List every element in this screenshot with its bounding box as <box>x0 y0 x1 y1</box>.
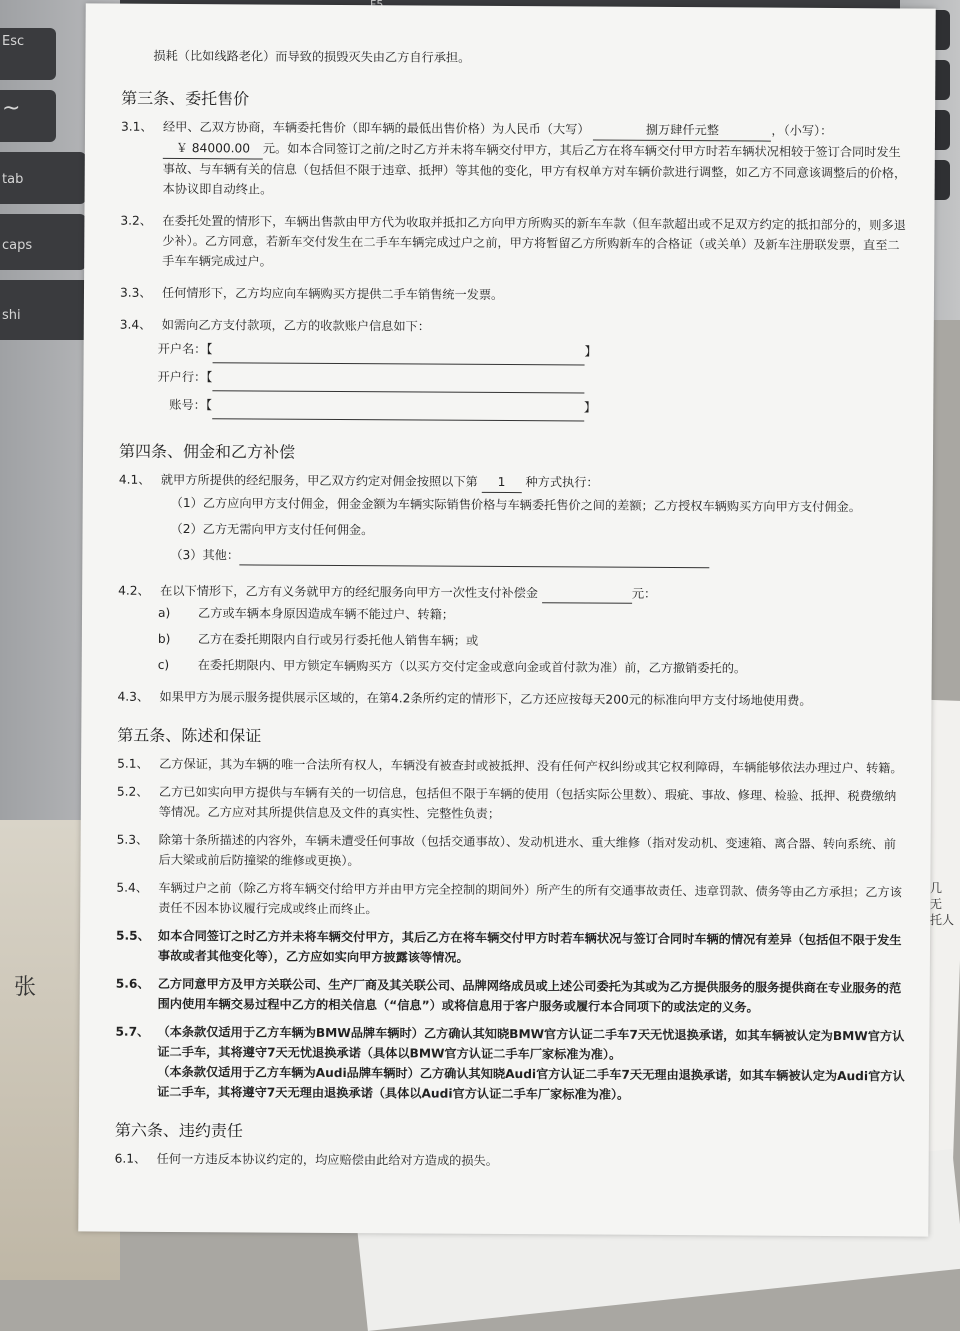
account-name-label: 开户名：【 <box>157 341 213 357</box>
condition-text: 在委托期限内、甲方锁定车辆购买方（以买方交付定金或意向金或首付款为准）前，乙方撤销委托的。 <box>197 658 747 676</box>
clause-number: 5.4、 <box>116 880 148 895</box>
option-3-field <box>239 550 709 568</box>
clause-number: 5.2、 <box>116 784 149 799</box>
account-number-label: 账号：【 <box>169 397 213 413</box>
condition-label: b) <box>157 631 171 646</box>
section-4-title: 第四条、佣金和乙方补偿 <box>118 441 296 462</box>
clause-text: 种方式执行： <box>525 475 599 490</box>
condition-label: a) <box>157 605 171 620</box>
handwriting-right: 几 无 托人 <box>929 881 954 927</box>
clause-number: 6.1、 <box>114 1151 147 1166</box>
clause-5-1 <box>117 754 907 779</box>
clause-5-3 <box>116 830 906 875</box>
section-5-title: 第五条、陈述和保证 <box>117 725 262 746</box>
condition-text: 乙方在委托期限内自行或另行委托他人销售车辆；或 <box>197 632 479 648</box>
clause-5-7 <box>115 1022 905 1107</box>
commission-choice: 1 <box>482 472 522 493</box>
key-esc <box>0 28 56 80</box>
clause-3-1 <box>121 117 911 204</box>
clause-number: 5.6、 <box>115 976 150 991</box>
bracket: 】 <box>583 400 597 415</box>
price-uppercase: 捌万肆仟元整 <box>593 120 771 142</box>
clause-text: 乙方保证，其为车辆的唯一合法所有权人，车辆没有被查封或被抵押、没有任何产权纠纷或其它权利障碍，车辆能够依法办理过户、转籍。 <box>159 756 903 776</box>
condition-c <box>118 655 908 680</box>
condition-text: 乙方或车辆本身原因造成车辆不能过户、转籍； <box>197 606 455 622</box>
clause-5-5 <box>116 926 906 971</box>
account-info <box>119 335 909 424</box>
clause-text: 车辆过户之前（除乙方将车辆交付给甲方并由甲方完全控制的期间外）所产生的所有交通事故责任、违章罚款、债务等由乙方承担；乙方该责任不因本协议履行完成或终止而终止。 <box>158 880 902 917</box>
clause-text: 元： <box>631 586 657 601</box>
option-1: （1）乙方应向甲方支付佣金，佣金金额为车辆实际销售价格与车辆委托售价之间的差额；乙方授权车辆购买方向甲方支付佣金。 <box>170 495 862 515</box>
clause-number: 4.2、 <box>118 583 150 598</box>
clause-text: 乙方同意甲方及甲方关联公司、生产厂商及其关联公司、品牌网络成员或上述公司委托为其或为乙方提供服务的服务提供商在专业服务的范围内使用车辆交易过程中乙方的相关信息（“信息”）或将信息用于客户服务或履行本合同项下的或法定的义务。 <box>157 976 902 1015</box>
key-caps <box>0 214 86 270</box>
key-esc-label: Esc <box>2 34 25 49</box>
clause-text: 经甲、乙双方协商，车辆委托售价（即车辆的最低出售价格）为人民币（大写） <box>162 119 590 137</box>
key-tilde-label: ~ <box>2 96 21 121</box>
clause-4-3 <box>117 687 907 712</box>
contract-page <box>78 3 935 1236</box>
clause-number: 3.3、 <box>119 285 152 300</box>
option-2: （2）乙方无需向甲方支付任何佣金。 <box>170 521 374 538</box>
contract-content <box>115 46 912 1174</box>
clause-number: 4.1、 <box>118 472 151 487</box>
clause-4-2 <box>118 581 908 606</box>
clause-text: 任何一方违反本协议约定的，均应赔偿由此给对方造成的损失。 <box>156 1151 498 1168</box>
clause-number: 3.1、 <box>120 119 153 134</box>
account-number-field <box>212 404 584 421</box>
carryover-line: 损耗（比如线路老化）而导致的损毁灭失由乙方自行承担。 <box>153 48 471 65</box>
clause-3-3 <box>120 283 910 308</box>
clause-text: 乙方已如实向甲方提供与车辆有关的一切信息，包括但不限于车辆的使用（包括实际公里数）、瑕疵、事故、修理、检验、抵押、税费缴纳等情况。乙方应对其所提供信息及文件的真实性、完整性负责； <box>158 784 897 821</box>
clause-text: 除第十条所描述的内容外，车辆未遭受任何事故（包括交通事故）、发动机进水、重大维修（指对发动机、变速箱、离合器、转向系统、前后大梁或前后防撞梁的维修或更换）。 <box>158 832 897 869</box>
clause-text: 元。如本合同签订之前/之时乙方并未将车辆交付甲方，其后乙方在将车辆交付甲方时若车辆状况相较于签订合同时发生事故、与车辆有关的信息（包括但不限于违章、抵押）等其他的变化，甲方有权单方对车辆价款进行调整，如乙方不同意该调整后的价格，本协议即自动终止。 <box>162 141 907 197</box>
key-caps-label: caps <box>2 238 33 253</box>
clause-text: 在以下情形下，乙方有义务就甲方的经纪服务向甲方一次性支付补偿金 <box>160 583 539 601</box>
clause-text: 如果甲方为展示服务提供展示区域的，在第4.2条所约定的情形下，乙方还应按每天200元的标准向甲方支付场地使用费。 <box>159 689 812 708</box>
clause-text: 如需向乙方支付款项，乙方的收款账户信息如下： <box>161 317 430 334</box>
clause-number: 5.5、 <box>116 928 150 943</box>
clause-5-6 <box>116 974 906 1019</box>
key-tab-label: tab <box>2 172 24 187</box>
key-shift-label: shi <box>2 308 21 323</box>
clause-text: 任何情形下，乙方均应向车辆购买方提供二手车销售统一发票。 <box>161 285 504 302</box>
condition-a <box>118 603 908 628</box>
compensation-field <box>542 588 632 604</box>
clause-6-1 <box>115 1149 905 1174</box>
clause-text: 如本合同签订之时乙方并未将车辆交付甲方，其后乙方在将车辆交付甲方时若车辆状况与签订合同时车辆的情况有差异（包括但不限于发生事故或者其他变化等），乙方应如实向甲方披露该等情况。 <box>157 928 902 965</box>
clause-number: 5.1、 <box>117 756 149 771</box>
clause-number: 4.3、 <box>117 689 150 704</box>
account-number-row <box>157 391 909 424</box>
key-tab <box>0 152 86 204</box>
clause-number: 5.3、 <box>116 832 149 847</box>
option-3-label: （3）其他： <box>170 547 240 563</box>
condition-b <box>118 629 908 654</box>
clause-text: ，（小写）： <box>771 123 833 138</box>
clause-3-2 <box>120 211 910 276</box>
clause-text-audi: （本条款仅适用于乙方车辆为Audi品牌车辆时）乙方确认其知晓Audi官方认证二手车7天无理由退换承诺，如其车辆被认定为Audi官方认证二手车，其将遵守7天无理由退换承诺（具体以Audi官方认证二手车厂家标准为准）。 <box>157 1064 905 1102</box>
clause-text-bmw: （本条款仅适用于乙方车辆为BMW品牌车辆时）乙方确认其知晓BMW官方认证二手车7天无忧退换承诺，如其车辆被认定为BMW官方认证二手车，其将遵守7天无忧退换承诺（具体以BMW官方认证二手车厂家标准为准）。 <box>157 1024 905 1062</box>
section-6-title: 第六条、违约责任 <box>114 1120 243 1141</box>
handwriting-left: 张 <box>14 975 37 1000</box>
account-bank-label: 开户行：【 <box>157 369 213 385</box>
clause-number: 3.4、 <box>119 317 152 332</box>
section-3-title: 第三条、委托售价 <box>121 88 250 109</box>
clause-text: 在委托处置的情形下，车辆出售款由甲方代为收取并抵扣乙方向甲方所购买的新车车款（但车款超出或不足双方约定的抵扣部分的，则多退少补）。乙方同意，若新车交付发生在二手车车辆完成过户之前，甲方将暂留乙方所购新车的合格证（或关单）及新车注册联发票，直至二手车车辆完成过户。 <box>162 213 906 269</box>
key-tilde <box>0 90 56 142</box>
clause-5-4 <box>116 878 906 923</box>
bracket: 】 <box>584 344 597 359</box>
option-3 <box>118 545 908 570</box>
clause-4-1 <box>119 470 909 496</box>
condition-label: c) <box>157 657 170 672</box>
clause-text: 就甲方所提供的经纪服务，甲乙双方约定对佣金按照以下第 <box>160 472 478 489</box>
clause-number: 3.2、 <box>120 213 153 228</box>
price-lowercase: ￥ 84000.00 <box>163 138 263 160</box>
clause-number: 5.7、 <box>115 1024 150 1039</box>
clause-5-2 <box>117 782 907 827</box>
